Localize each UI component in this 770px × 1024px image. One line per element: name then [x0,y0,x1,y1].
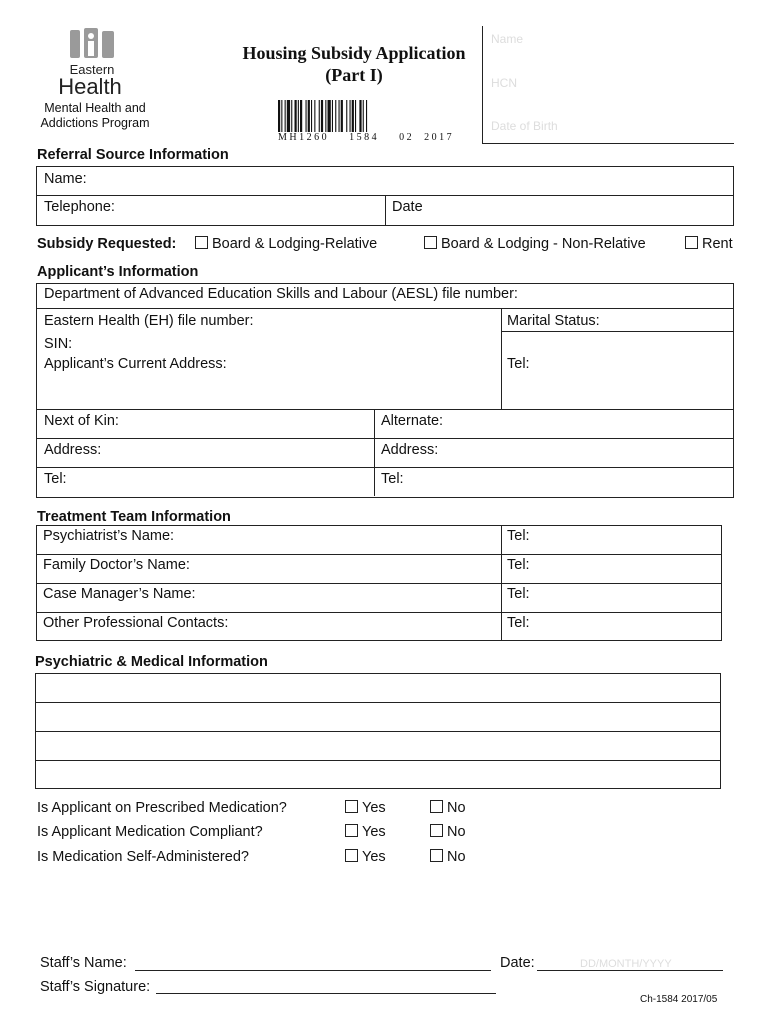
referral-date-field[interactable]: Date [392,199,423,215]
kin-address-field[interactable]: Address: [44,442,102,458]
medical-line-2[interactable] [36,703,720,731]
family-doctor-tel-field[interactable]: Tel: [507,557,530,573]
prescribed-yes-checkbox[interactable] [345,800,358,813]
barcode-icon [278,100,420,132]
relative-checkbox[interactable] [195,236,208,249]
rent-checkbox[interactable] [685,236,698,249]
compliant-no[interactable]: No [430,824,466,840]
subsidy-option-rent[interactable]: Rent [685,236,733,252]
patient-dob-field[interactable]: Date of Birth [491,119,558,133]
self-administered-no-checkbox[interactable] [430,849,443,862]
patient-name-field[interactable]: Name [491,32,524,46]
sin-field[interactable]: SIN: [44,336,73,352]
patient-id-box [482,26,734,144]
barcode-number: MH1260 1584 02 2017 [278,132,455,143]
medical-line-3[interactable] [36,732,720,760]
prescribed-no-checkbox[interactable] [430,800,443,813]
other-contacts-tel-field[interactable]: Tel: [507,615,530,631]
staff-signature-line[interactable] [156,993,496,994]
alternate-address-field[interactable]: Address: [381,442,439,458]
medical-line-4[interactable] [36,761,720,788]
referral-table [36,166,734,226]
medication-question-compliant: Is Applicant Medication Compliant? [37,824,263,840]
compliant-no-checkbox[interactable] [430,824,443,837]
medication-question-self-administered: Is Medication Self-Administered? [37,849,249,865]
medical-line-1[interactable] [36,674,720,702]
treatment-heading: Treatment Team Information [37,509,231,525]
staff-date-line[interactable] [537,970,723,971]
applicant-table [36,283,734,410]
form-title: Housing Subsidy Application (Part I) [242,43,466,85]
applicant-tel-field[interactable]: Tel: [507,356,530,372]
referral-telephone-field[interactable]: Telephone: [44,199,115,215]
psychiatrist-name-field[interactable]: Psychiatrist’s Name: [43,528,175,544]
staff-name-label: Staff’s Name: [40,955,127,971]
medical-heading: Psychiatric & Medical Information [35,654,268,670]
case-manager-field[interactable]: Case Manager’s Name: [43,586,196,602]
medication-question-prescribed: Is Applicant on Prescribed Medication? [37,800,287,816]
staff-date-label: Date: [500,955,535,971]
eh-file-field[interactable]: Eastern Health (EH) file number: [44,313,254,329]
staff-signature-label: Staff’s Signature: [40,979,151,995]
alternate-tel-field[interactable]: Tel: [381,471,404,487]
next-of-kin-field[interactable]: Next of Kin: [44,413,119,429]
psychiatrist-tel-field[interactable]: Tel: [507,528,530,544]
self-administered-yes-checkbox[interactable] [345,849,358,862]
prescribed-yes[interactable]: Yes [345,800,386,816]
other-contacts-field[interactable]: Other Professional Contacts: [43,615,229,631]
applicant-heading: Applicant’s Information [37,264,199,280]
non-relative-checkbox[interactable] [424,236,437,249]
family-doctor-field[interactable]: Family Doctor’s Name: [43,557,190,573]
referral-name-field[interactable]: Name: [44,171,87,187]
logo-text-eastern: Eastern [69,62,115,77]
alternate-field[interactable]: Alternate: [381,413,444,429]
subsidy-option-relative[interactable]: Board & Lodging-Relative [195,236,377,252]
compliant-yes-checkbox[interactable] [345,824,358,837]
patient-hcn-field[interactable]: HCN [491,76,517,90]
subsidy-label: Subsidy Requested: [37,236,177,252]
self-administered-yes[interactable]: Yes [345,849,386,865]
form-code: Ch-1584 2017/05 [640,994,718,1005]
eastern-health-logo [38,28,158,98]
kin-tel-field[interactable]: Tel: [44,471,67,487]
aesl-file-field[interactable]: Department of Advanced Education Skills and Labour (AESL) file number: [44,286,518,302]
marital-status-field[interactable]: Marital Status: [507,313,600,329]
medical-info-table [35,673,721,789]
referral-heading: Referral Source Information [37,147,229,163]
program-name: Mental Health and Addictions Program [40,101,150,130]
kin-table [36,410,734,498]
subsidy-option-non-relative[interactable]: Board & Lodging - Non-Relative [424,236,646,252]
logo-emblem-icon [38,28,158,98]
case-manager-tel-field[interactable]: Tel: [507,586,530,602]
date-placeholder: DD/MONTH/YYYY [580,958,672,970]
compliant-yes[interactable]: Yes [345,824,386,840]
logo-text-health: Health [58,74,122,98]
prescribed-no[interactable]: No [430,800,466,816]
treatment-table [36,525,722,641]
applicant-address-field[interactable]: Applicant’s Current Address: [44,356,227,372]
staff-name-line[interactable] [135,970,491,971]
self-administered-no[interactable]: No [430,849,466,865]
